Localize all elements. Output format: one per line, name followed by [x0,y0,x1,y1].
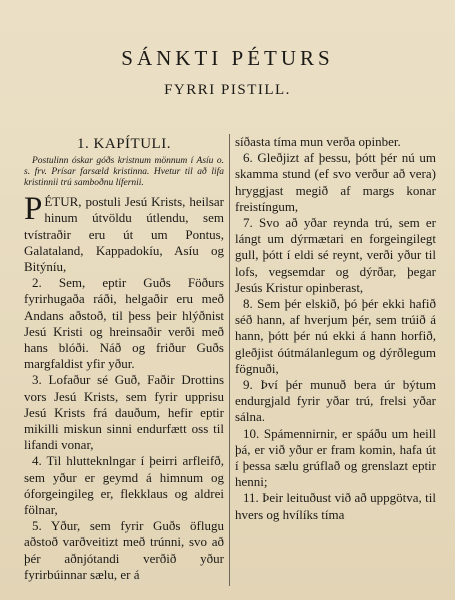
column-divider [229,134,230,586]
chapter-summary: Postulinn óskar góðs kristnum mönnum í Asíu o. s. frv. Prísar farsæld kristinna. Hvetur til að lifa kristinnii trú samboðnu lífernii. [24,156,224,189]
verse-11: 11. Þeir leituðust við að uppgötva, til hvers og hvílíks tíma [235,490,436,522]
right-column [235,134,436,523]
drop-cap: P [24,191,43,228]
chapter-heading: 1. KAPÍTULI. [77,136,171,152]
verse-8: 8. Sem þér elskið, þó þér ekki hafið séð hann, af hverjum þér, sem trúið á hann, þótt þér nú ekki á hann horfið, gleðjist óútmálanlegum og dýrðlegum fögnuði, [235,296,436,376]
page-title: SÁNKTI PÉTURS [121,46,334,70]
verse-1-text: postuli Jesú Krists, heilsar hinum útvöldu útlendu, sem tvístraðir eru út um Pontus, Galataland, Kappadokíu, Asíu og Bitýníu, [24,194,224,275]
verse-1 [24,191,224,275]
left-column [24,132,224,583]
verse-10: 10. Spámennirnir, er spáðu um heill þá, er við yður er fram komin, hafa út í þessa sælu grúflað og grenslazt eptir henni; [235,425,436,490]
verse-3: 3. Lofaður sé Guð, Faðir Drottins vors Jesú Krists, sem fyrir upprisu Jesú Krists frá dauðum, hefir eptir mikilli miskun sinni endurfætt oss til lifandi vonar, [24,372,224,453]
verse-5-continued: síðasta tíma mun verða opinber. [235,134,401,149]
verse-9: 9. Því þér munuð bera úr býtum endurgjald fyrir yðar trú, frelsi yðar sálna. [235,377,436,425]
verse-5: 5. Yður, sem fyrir Guðs öflugu aðstoð varðveitizt með trúnni, svo að þér aðnjótandi verðið yður fyrirbúinnar sælu, er á [24,518,224,582]
verse-7: 7. Svo að yðar reynda trú, sem er lángt um dýrmætari en forgeingilegt gull, þótt í eldi sé reynt, verði yður til lofs, vegsemdar og dýrðar, þegar Jesús Kristur opinberast, [235,215,436,295]
first-word: ÉTUR, [44,194,82,210]
verse-4: 4. Til hlutteknlngar í þeirri arfleifð, sem yður er geymd á himnum og óforgeingileg er, flekklaus og aldrei fölnar, [24,453,224,518]
verse-6: 6. Gleðjizt af þessu, þótt þér nú um skamma stund (ef svo verður að vera) hryggjast megið af margs konar freistíngum, [235,150,436,214]
verse-2: 2. Sem, eptir Guðs Föðurs fyrirhugaða ráði, helgaðir eru með Andans aðstoð, til þess þeir hlýðnist Jesú Kristi og hreinsaðir verði með hans blóði. Náð og friður Guðs margfaldist yfir yður. [24,275,224,372]
page-subtitle: FYRRI PISTILL. [164,82,291,98]
